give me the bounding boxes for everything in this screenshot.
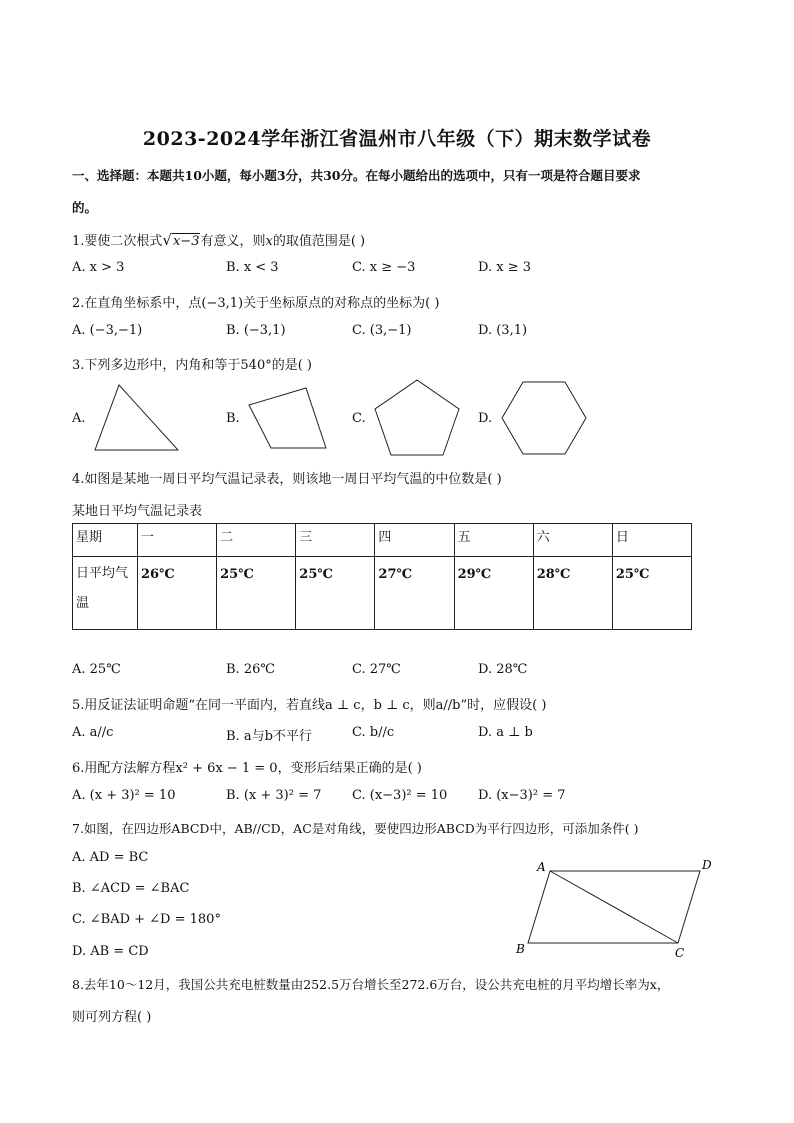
section-heading-cont: 的。 <box>72 200 98 215</box>
pentagon-figure <box>372 378 464 458</box>
table-caption: 某地日平均气温记录表 <box>72 504 203 519</box>
q2-option-b[interactable]: B. (−3,1) <box>226 323 286 338</box>
table-header-row <box>73 524 692 557</box>
value-cell: 26℃ <box>138 557 217 630</box>
triangle-figure <box>92 383 182 453</box>
value-cell: 25℃ <box>296 557 375 630</box>
q1-option-c[interactable]: C. x ≥ −3 <box>352 260 416 275</box>
q4-option-a[interactable]: A. 25℃ <box>72 662 121 677</box>
q5-option-d[interactable]: D. a ⊥ b <box>478 725 533 740</box>
q3-option-b[interactable]: B. <box>226 411 240 426</box>
q6-option-a[interactable]: A. (x + 3)² = 10 <box>72 788 176 803</box>
header-cell: 六 <box>533 524 612 557</box>
q1-stem-b: 有意义，则 <box>200 234 266 249</box>
q2-option-c[interactable]: C. (3,−1) <box>352 323 412 338</box>
vertex-label-d: D <box>702 858 712 872</box>
question-6: 6.用配方法解方程x² + 6x − 1 = 0，变形后结果正确的是( ) <box>72 761 422 776</box>
temperature-table <box>72 523 692 630</box>
row-label-cell <box>73 557 138 630</box>
question-5: 5.用反证法证明命题“在同一平面内，若直线a ⊥ c，b ⊥ c，则a//b”时，应假设( ) <box>72 698 547 713</box>
vertex-label-c: C <box>675 946 685 960</box>
q1-stem-c: 的取值范围是( ) <box>272 234 366 249</box>
q3-option-c[interactable]: C. <box>352 411 366 426</box>
q7-option-a[interactable]: A. AD = BC <box>72 850 149 865</box>
q3-option-a[interactable]: A. <box>72 411 86 426</box>
header-cell: 五 <box>454 524 533 557</box>
q4-option-b[interactable]: B. 26℃ <box>226 662 275 677</box>
row-label-line2: 温 <box>76 596 90 611</box>
value-cell: 29℃ <box>454 557 533 630</box>
q7-option-b[interactable]: B. ∠ACD = ∠BAC <box>72 881 190 896</box>
q6-option-b[interactable]: B. (x + 3)² = 7 <box>226 788 322 803</box>
q3-option-d[interactable]: D. <box>478 411 493 426</box>
header-cell: 星期 <box>73 524 138 557</box>
vertex-label-b: B <box>516 942 525 956</box>
question-1 <box>72 230 365 249</box>
q4-option-c[interactable]: C. 27℃ <box>352 662 401 677</box>
q2-option-d[interactable]: D. (3,1) <box>478 323 528 338</box>
sqrt-symbol: √ <box>162 231 172 249</box>
q5-option-c[interactable]: C. b//c <box>352 725 395 740</box>
header-cell: 三 <box>296 524 375 557</box>
question-4: 4.如图是某地一周日平均气温记录表，则该地一周日平均气温的中位数是( ) <box>72 472 502 487</box>
header-cell: 一 <box>138 524 217 557</box>
q1-option-b[interactable]: B. x < 3 <box>226 260 279 275</box>
question-8-cont: 则可列方程( ) <box>72 1010 152 1025</box>
header-cell: 四 <box>375 524 454 557</box>
question-2: 2.在直角坐标系中，点(−3,1)关于坐标原点的对称点的坐标为( ) <box>72 296 440 311</box>
page-title: 2023-2024学年浙江省温州市八年级（下）期末数学试卷 <box>142 128 652 150</box>
value-cell: 28℃ <box>533 557 612 630</box>
q5-option-a[interactable]: A. a//c <box>72 725 114 740</box>
question-3: 3.下列多边形中，内角和等于540°的是( ) <box>72 358 312 373</box>
q7-option-d[interactable]: D. AB = CD <box>72 944 149 959</box>
question-8: 8.去年10～12月，我国公共充电桩数量由252.5万台增长至272.6万台，设公共充电桩的月平均增长率为x， <box>72 977 670 992</box>
value-cell: 27℃ <box>375 557 454 630</box>
parallelogram-figure <box>510 855 722 963</box>
section-heading: 一、选择题：本题共10小题，每小题3分，共30分。在每小题给出的选项中，只有一项是符合题目要求 <box>72 168 641 183</box>
q1-option-a[interactable]: A. x > 3 <box>72 260 125 275</box>
hexagon-figure <box>500 380 590 458</box>
q2-option-a[interactable]: A. (−3,−1) <box>72 323 143 338</box>
table-row <box>73 557 692 630</box>
value-cell: 25℃ <box>612 557 691 630</box>
question-7: 7.如图，在四边形ABCD中，AB//CD，AC是对角线，要使四边形ABCD为平行四边形，可添加条件( ) <box>72 821 639 836</box>
value-cell: 25℃ <box>217 557 296 630</box>
q6-option-d[interactable]: D. (x−3)² = 7 <box>478 788 566 803</box>
vertex-label-a: A <box>537 860 546 874</box>
q1-option-d[interactable]: D. x ≥ 3 <box>478 260 531 275</box>
q7-option-c[interactable]: C. ∠BAD + ∠D = 180° <box>72 912 221 927</box>
header-cell: 日 <box>612 524 691 557</box>
q6-option-c[interactable]: C. (x−3)² = 10 <box>352 788 448 803</box>
q4-option-d[interactable]: D. 28℃ <box>478 662 528 677</box>
row-label-line1: 日平均气 <box>76 566 129 581</box>
quadrilateral-figure <box>246 385 336 453</box>
q5-option-b[interactable]: B. a与b不平行 <box>226 729 312 744</box>
q1-stem-a: 1.要使二次根式 <box>72 234 163 249</box>
q1-radicand: x−3 <box>172 234 200 249</box>
q1-var: x <box>265 234 273 249</box>
header-cell: 二 <box>217 524 296 557</box>
